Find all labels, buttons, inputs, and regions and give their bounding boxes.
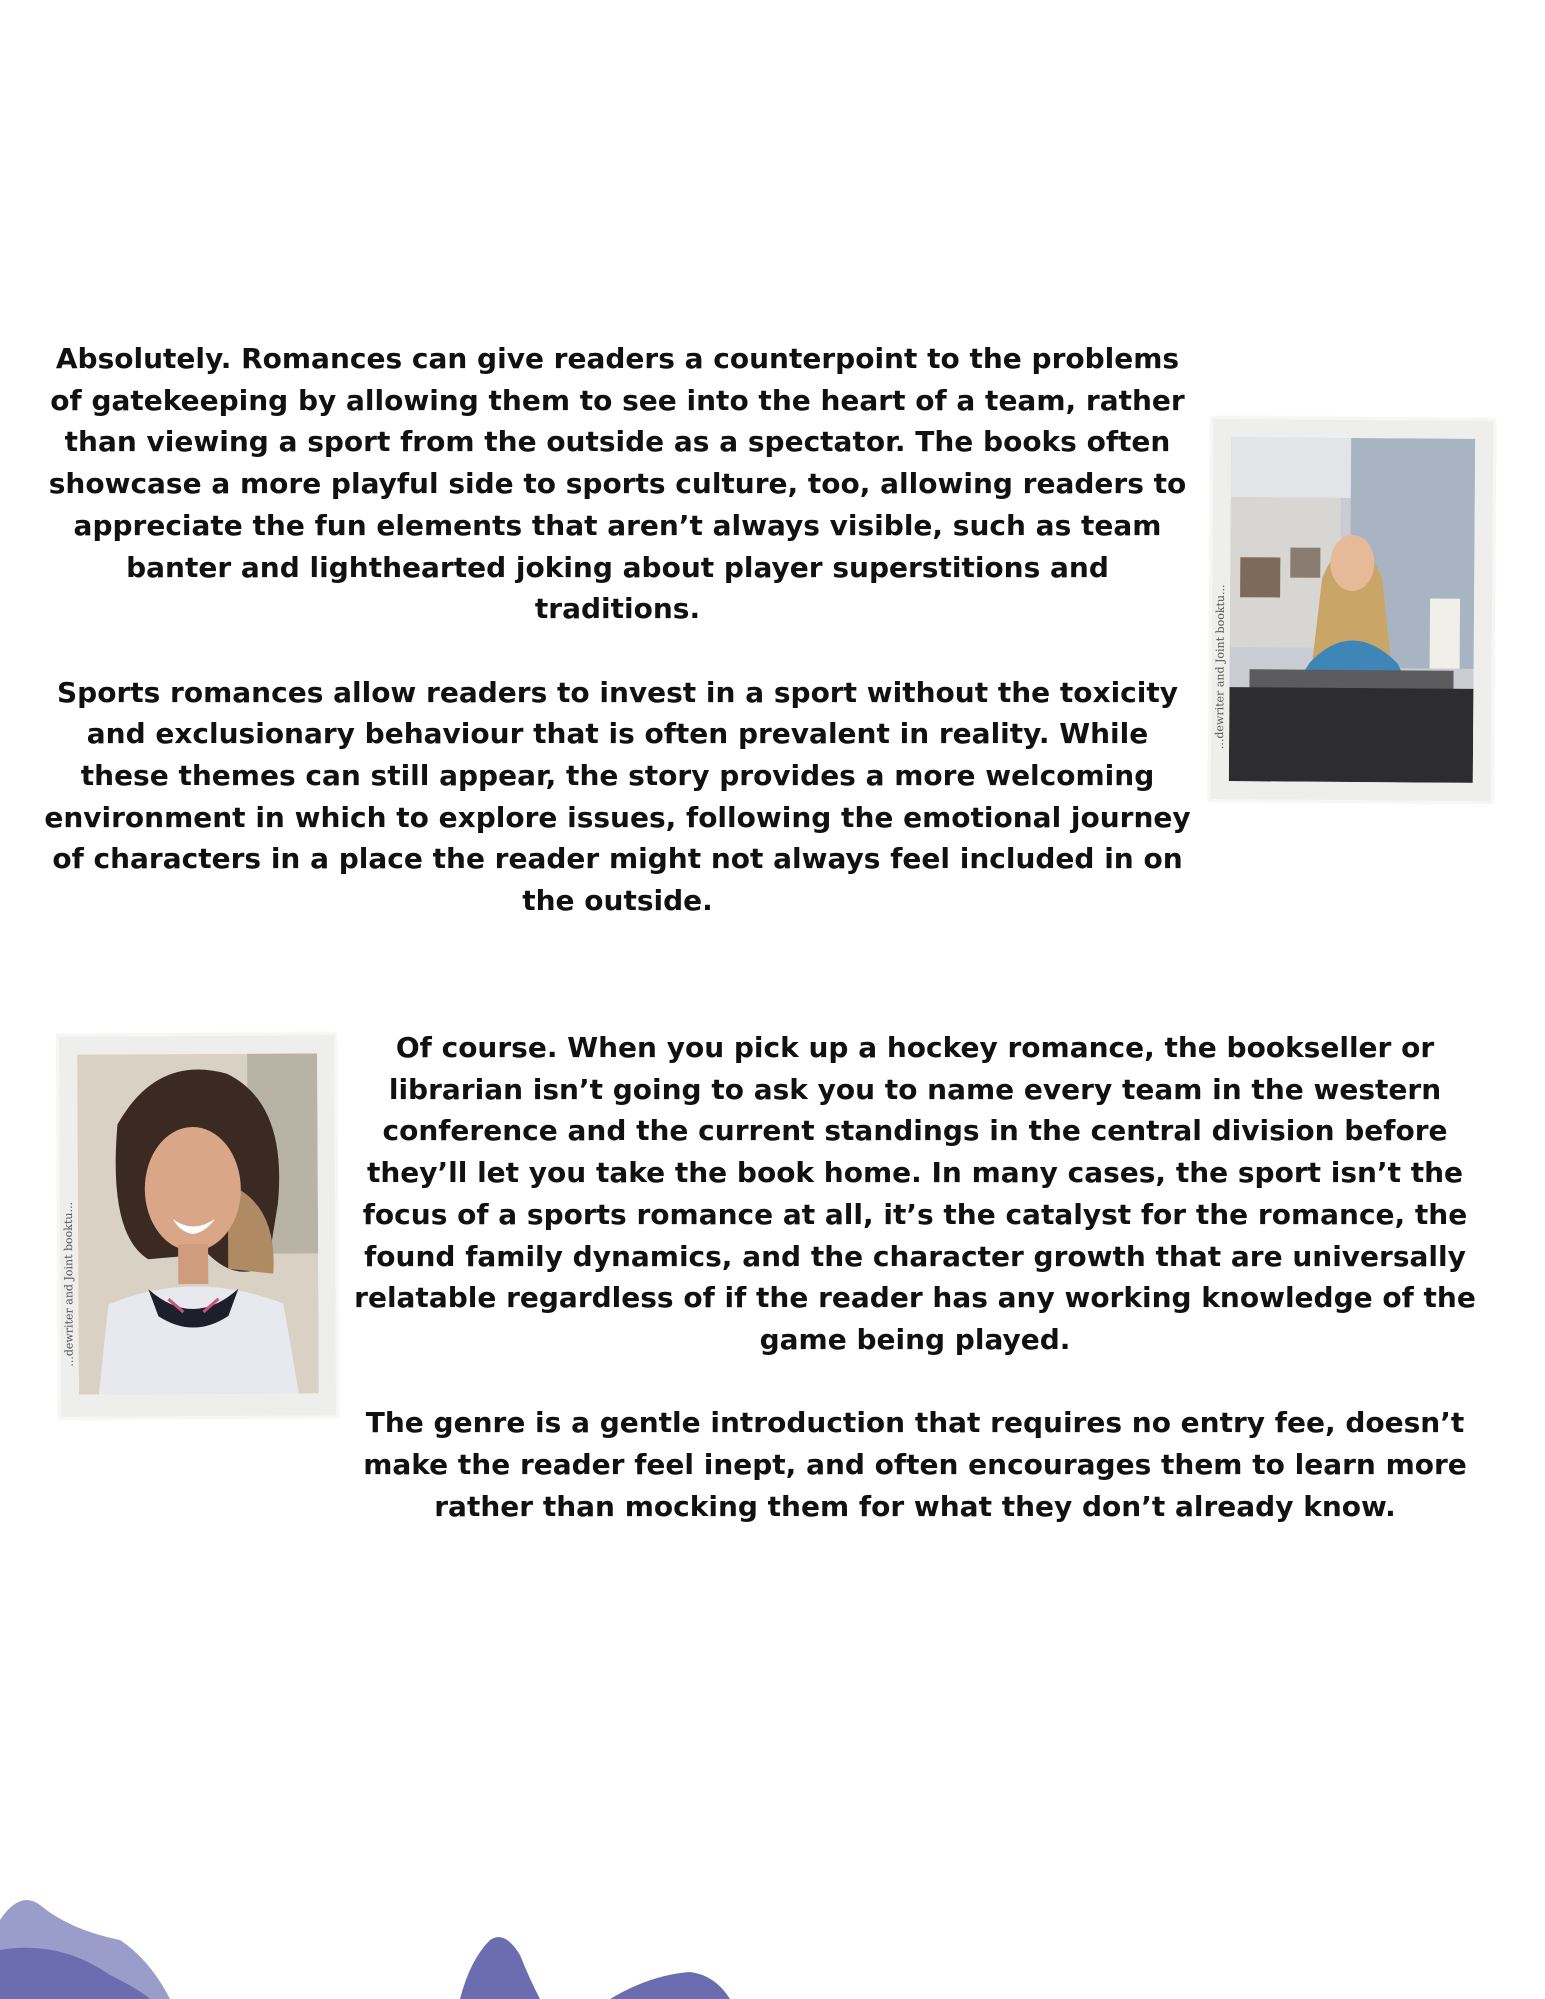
photo-credit-caption: ...dewriter and Joint booktu...: [61, 1202, 76, 1367]
signing-table-photo: [1211, 419, 1494, 801]
section-two-paragraph-1: Of course. When you pick up a hockey romance, the bookseller or librarian isn’t going to ask you to name every team in the western conference and the current standings in the central division before they’ll let you take the book home. In many cases, the sport isn’t the focus of a sports romance at all, it’s the catalyst for the romance, the found family dynamics, and the character growth that are universally relatable regardless of if the reader has any working knowledge of the game being played.: [354, 1031, 1476, 1356]
section-two-text: [335, 1027, 1495, 1527]
woman-at-signing-table-photo: [1229, 437, 1475, 783]
portrait-photo: [59, 1035, 336, 1416]
smiling-woman-portrait-photo: [77, 1053, 319, 1394]
section-two-paragraph-2: The genre is a gentle introduction that requires no entry fee, doesn’t make the reader feel inept, and often encourages them to learn more rather than mocking them for what they don’t already know.: [363, 1406, 1467, 1523]
section-one-text: [40, 338, 1195, 922]
decorative-hills-footer: [0, 1880, 1545, 1999]
section-one-paragraph-2: Sports romances allow readers to invest in a sport without the toxicity and exclusionary behaviour that is often prevalent in reality. While these themes can still appear, the story provides a more welcoming environment in which to explore issues, following the emotional journey of characters in a place the reader might not always feel included in on the outside.: [44, 675, 1191, 918]
photo-credit-caption: ...dewriter and Joint booktu...: [1213, 584, 1228, 750]
section-one-paragraph-1: Absolutely. Romances can give readers a counterpoint to the problems of gatekeeping by allowing them to see into the heart of a team, rather than viewing a sport from the outside as a spectator. The books often showcase a more playful side to sports culture, too, allowing readers to appreciate the fun elements that aren’t always visible, such as team banter and lighthearted joking about player superstitions and traditions.: [48, 342, 1187, 626]
